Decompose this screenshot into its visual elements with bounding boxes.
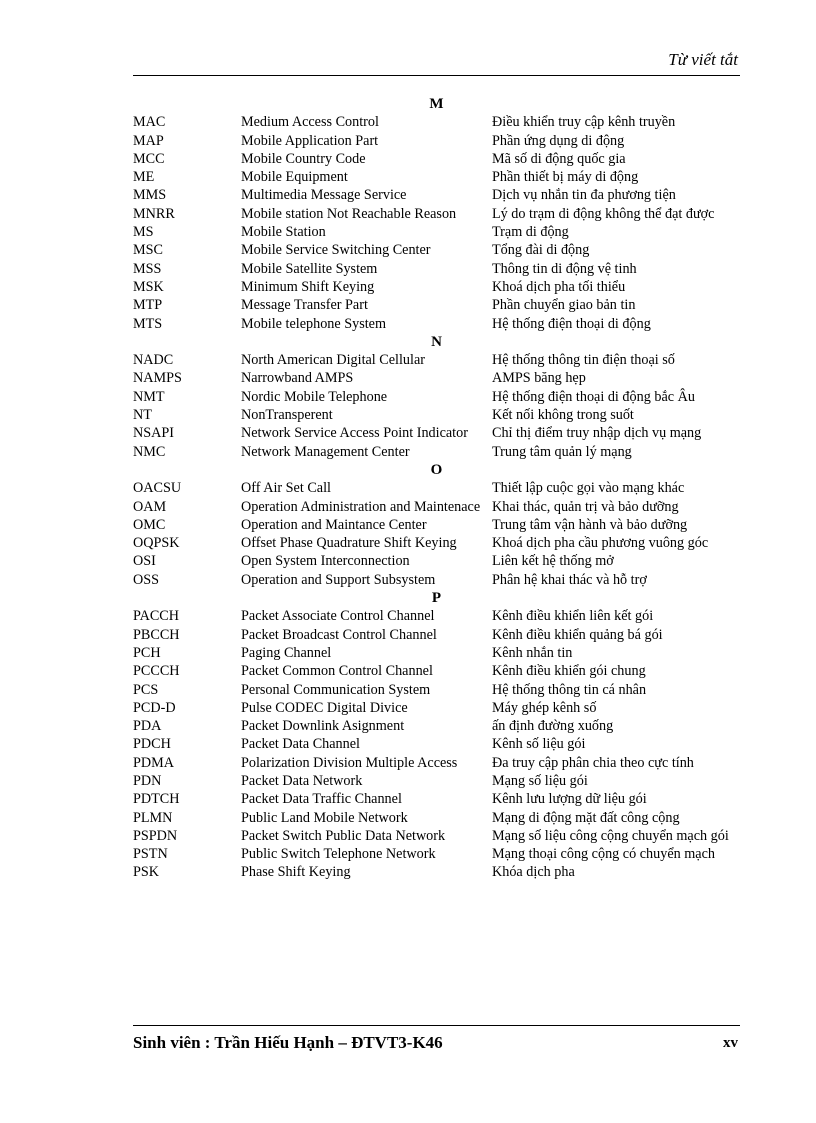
english-term-cell: Public Land Mobile Network [241, 809, 408, 826]
abbreviation-cell: NMC [133, 443, 166, 460]
footer-author: Sinh viên : Trần Hiếu Hạnh – ĐTVT3-K46 [133, 1033, 443, 1052]
vietnamese-term-cell: Trạm di động [492, 224, 569, 241]
table-row [133, 186, 740, 204]
table-row [133, 406, 740, 424]
english-term-cell: Message Transfer Part [241, 297, 368, 314]
abbreviation-cell: OACSU [133, 480, 182, 497]
english-term-cell: Mobile station Not Reachable Reason [241, 205, 457, 222]
vietnamese-term-cell: Hệ thống điện thoại di động bắc Âu [492, 388, 695, 405]
english-term-cell: Mobile Service Switching Center [241, 242, 431, 259]
english-term-cell: Phase Shift Keying [241, 864, 351, 881]
section-letter: N [431, 333, 442, 350]
abbreviation-cell: MS [133, 224, 154, 241]
vietnamese-term-cell: Máy ghép kênh số [492, 699, 597, 716]
vietnamese-term-cell: Kênh điều khiển quảng bá gói [492, 626, 663, 643]
vietnamese-term-cell: ấn định đường xuống [492, 718, 614, 735]
section-letter: M [429, 96, 444, 112]
vietnamese-term-cell: Điều khiển truy cập kênh truyền [492, 114, 676, 131]
english-term-cell: Paging Channel [241, 644, 332, 661]
table-row [133, 662, 740, 680]
footer-rule [133, 1025, 740, 1026]
vietnamese-term-cell: Khai thác, quản trị và bảo dưỡng [492, 498, 679, 515]
vietnamese-term-cell: Mạng thoại công cộng có chuyển mạch [492, 846, 715, 863]
abbreviation-cell: PACCH [133, 608, 180, 625]
table-row [133, 571, 740, 589]
english-term-cell: Personal Communication System [241, 681, 431, 698]
english-term-cell: Packet Downlink Asignment [241, 718, 405, 735]
section-letter: P [431, 590, 442, 607]
abbreviation-cell: PDMA [133, 754, 174, 771]
table-row [133, 626, 740, 644]
vietnamese-term-cell: AMPS băng hẹp [492, 370, 586, 387]
vietnamese-term-cell: Phần ứng dụng di động [492, 132, 625, 149]
table-row [133, 735, 740, 753]
abbreviation-cell: MMS [133, 187, 167, 204]
table-row [133, 772, 740, 790]
english-term-cell: Packet Broadcast Control Channel [241, 626, 437, 643]
table-row [133, 132, 740, 150]
english-term-cell: Packet Data Channel [241, 736, 360, 753]
abbreviation-cell: MSS [133, 260, 162, 277]
abbreviation-cell: PCD-D [133, 699, 176, 716]
table-row [133, 717, 740, 735]
vietnamese-term-cell: Kênh nhắn tin [492, 644, 573, 661]
table-row [133, 607, 740, 625]
table-row [133, 260, 740, 278]
table-row [133, 644, 740, 662]
english-term-cell: Off Air Set Call [241, 480, 331, 497]
english-term-cell: Network Management Center [241, 443, 410, 460]
abbreviation-cell: OQPSK [133, 535, 180, 552]
english-term-cell: Mobile Application Part [241, 132, 379, 149]
section-letter: O [430, 461, 443, 478]
table-row [133, 168, 740, 186]
abbreviation-cell: NT [133, 407, 152, 424]
vietnamese-term-cell: Mạng số liệu công cộng chuyển mạch gói [492, 827, 729, 844]
vietnamese-term-cell: Phần thiết bị máy di động [492, 169, 639, 186]
english-term-cell: North American Digital Cellular [241, 352, 425, 369]
abbreviation-cell: PSK [133, 864, 160, 881]
abbreviation-cell: OSI [133, 553, 156, 570]
abbreviation-cell: MNRR [133, 205, 175, 222]
abbreviation-cell: MAC [133, 114, 166, 131]
vietnamese-term-cell: Trung tâm vận hành và bảo dưỡng [492, 516, 688, 533]
vietnamese-term-cell: Kênh lưu lượng dữ liệu gói [492, 791, 647, 808]
vietnamese-term-cell: Lý do trạm di động không thể đạt được [492, 205, 715, 222]
vietnamese-term-cell: Thông tin di động vệ tinh [492, 260, 637, 277]
abbreviation-cell: MTS [133, 315, 163, 332]
english-term-cell: Packet Associate Control Channel [241, 608, 435, 625]
abbreviation-cell: MAP [133, 132, 164, 149]
english-term-cell: Pulse CODEC Digital Divice [241, 699, 408, 716]
table-row [133, 845, 740, 863]
abbreviation-cell: PCCCH [133, 663, 180, 680]
table-row [133, 498, 740, 516]
vietnamese-term-cell: Tổng đài di động [492, 242, 590, 259]
vietnamese-term-cell: Kênh số liệu gói [492, 736, 586, 753]
section-header-o [133, 461, 740, 479]
header-rule [133, 75, 740, 76]
english-term-cell: Open System Interconnection [241, 553, 410, 570]
table-row [133, 681, 740, 699]
vietnamese-term-cell: Hệ thống thông tin cá nhân [492, 681, 647, 698]
vietnamese-term-cell: Hệ thống điện thoại di động [492, 315, 651, 332]
english-term-cell: Operation and Support Subsystem [241, 571, 436, 588]
table-row [133, 351, 740, 369]
vietnamese-term-cell: Mạng di động mặt đất công cộng [492, 809, 680, 826]
table-row [133, 241, 740, 259]
english-term-cell: Narrowband AMPS [241, 370, 354, 387]
vietnamese-term-cell: Hệ thống thông tin điện thoại số [492, 352, 675, 369]
abbreviation-cell: PDA [133, 718, 162, 735]
table-row [133, 534, 740, 552]
table-row [133, 150, 740, 168]
abbreviation-cell: MSK [133, 278, 164, 295]
table-row [133, 223, 740, 241]
vietnamese-term-cell: Khoá dịch pha tối thiểu [492, 278, 626, 295]
english-term-cell: Nordic Mobile Telephone [241, 388, 388, 405]
abbreviation-cell: MSC [133, 242, 163, 259]
section-header-m [133, 95, 740, 113]
abbreviation-cell: NMT [133, 388, 165, 405]
vietnamese-term-cell: Kết nối không trong suốt [492, 407, 634, 424]
table-row [133, 388, 740, 406]
english-term-cell: Packet Common Control Channel [241, 663, 433, 680]
abbreviation-cell: PCH [133, 644, 161, 661]
table-row [133, 516, 740, 534]
vietnamese-term-cell: Phân hệ khai thác và hỗ trợ [492, 571, 647, 588]
abbreviation-cell: PSTN [133, 846, 168, 863]
table-row [133, 113, 740, 131]
table-row [133, 315, 740, 333]
english-term-cell: Operation and Maintance Center [241, 516, 427, 533]
abbreviation-cell: PDCH [133, 736, 171, 753]
vietnamese-term-cell: Kênh điều khiển gói chung [492, 663, 646, 680]
vietnamese-term-cell: Mạng số liệu gói [492, 772, 588, 789]
english-term-cell: Multimedia Message Service [241, 187, 407, 204]
abbreviation-cell: PBCCH [133, 626, 180, 643]
abbreviation-cell: NAMPS [133, 370, 182, 387]
vietnamese-term-cell: Trung tâm quản lý mạng [492, 443, 632, 460]
abbreviation-cell: OAM [133, 498, 167, 515]
english-term-cell: Public Switch Telephone Network [241, 846, 436, 863]
vietnamese-term-cell: Liên kết hệ thống mở [492, 553, 614, 570]
english-term-cell: Operation Administration and Maintenace [241, 498, 481, 515]
table-row [133, 863, 740, 881]
vietnamese-term-cell: Chỉ thị điểm truy nhập dịch vụ mạng [492, 425, 702, 442]
table-row [133, 790, 740, 808]
english-term-cell: Mobile Country Code [241, 150, 366, 167]
abbreviation-cell: OSS [133, 571, 160, 588]
abbreviation-cell: PSPDN [133, 827, 178, 844]
header-title: Từ viết tắt [668, 50, 738, 69]
table-row [133, 443, 740, 461]
english-term-cell: Mobile Station [241, 224, 326, 241]
table-row [133, 552, 740, 570]
vietnamese-term-cell: Kênh điều khiển liên kết gói [492, 608, 654, 625]
table-row [133, 278, 740, 296]
table-row [133, 809, 740, 827]
english-term-cell: Minimum Shift Keying [241, 278, 375, 295]
abbreviation-table [133, 95, 740, 882]
abbreviation-cell: MTP [133, 297, 163, 314]
english-term-cell: Polarization Division Multiple Access [241, 754, 458, 771]
table-row [133, 205, 740, 223]
english-term-cell: Network Service Access Point Indicator [241, 425, 468, 442]
vietnamese-term-cell: Thiết lập cuộc gọi vào mạng khác [492, 480, 685, 497]
english-term-cell: Mobile Equipment [241, 169, 348, 186]
vietnamese-term-cell: Phần chuyển giao bản tin [492, 297, 636, 314]
english-term-cell: Medium Access Control [241, 114, 379, 131]
vietnamese-term-cell: Đa truy cập phân chia theo cực tính [492, 754, 694, 771]
english-term-cell: Offset Phase Quadrature Shift Keying [241, 535, 457, 552]
table-row [133, 827, 740, 845]
vietnamese-term-cell: Dịch vụ nhắn tin đa phương tiện [492, 187, 676, 204]
english-term-cell: Mobile Satellite System [241, 260, 378, 277]
vietnamese-term-cell: Mã số di động quốc gia [492, 150, 626, 167]
english-term-cell: NonTransperent [241, 407, 333, 424]
abbreviation-cell: PDTCH [133, 791, 180, 808]
table-row [133, 369, 740, 387]
english-term-cell: Packet Switch Public Data Network [241, 827, 446, 844]
abbreviation-cell: NSAPI [133, 425, 174, 442]
abbreviation-cell: ME [133, 169, 155, 186]
footer-page-number: xv [723, 1035, 738, 1051]
abbreviation-cell: PLMN [133, 809, 173, 826]
abbreviation-cell: NADC [133, 352, 174, 369]
abbreviation-cell: MCC [133, 150, 165, 167]
english-term-cell: Packet Data Network [241, 772, 363, 789]
table-row [133, 479, 740, 497]
abbreviation-cell: PCS [133, 681, 159, 698]
abbreviation-cell: PDN [133, 772, 162, 789]
abbreviation-cell: OMC [133, 516, 166, 533]
section-header-p [133, 589, 740, 607]
vietnamese-term-cell: Khóa dịch pha [492, 864, 575, 881]
table-row [133, 296, 740, 314]
table-row [133, 424, 740, 442]
table-row [133, 699, 740, 717]
section-header-n [133, 333, 740, 351]
english-term-cell: Packet Data Traffic Channel [241, 791, 402, 808]
abbreviation-list [133, 95, 740, 882]
table-row [133, 754, 740, 772]
english-term-cell: Mobile telephone System [241, 315, 387, 332]
vietnamese-term-cell: Khoá dịch pha cầu phương vuông góc [492, 535, 709, 552]
